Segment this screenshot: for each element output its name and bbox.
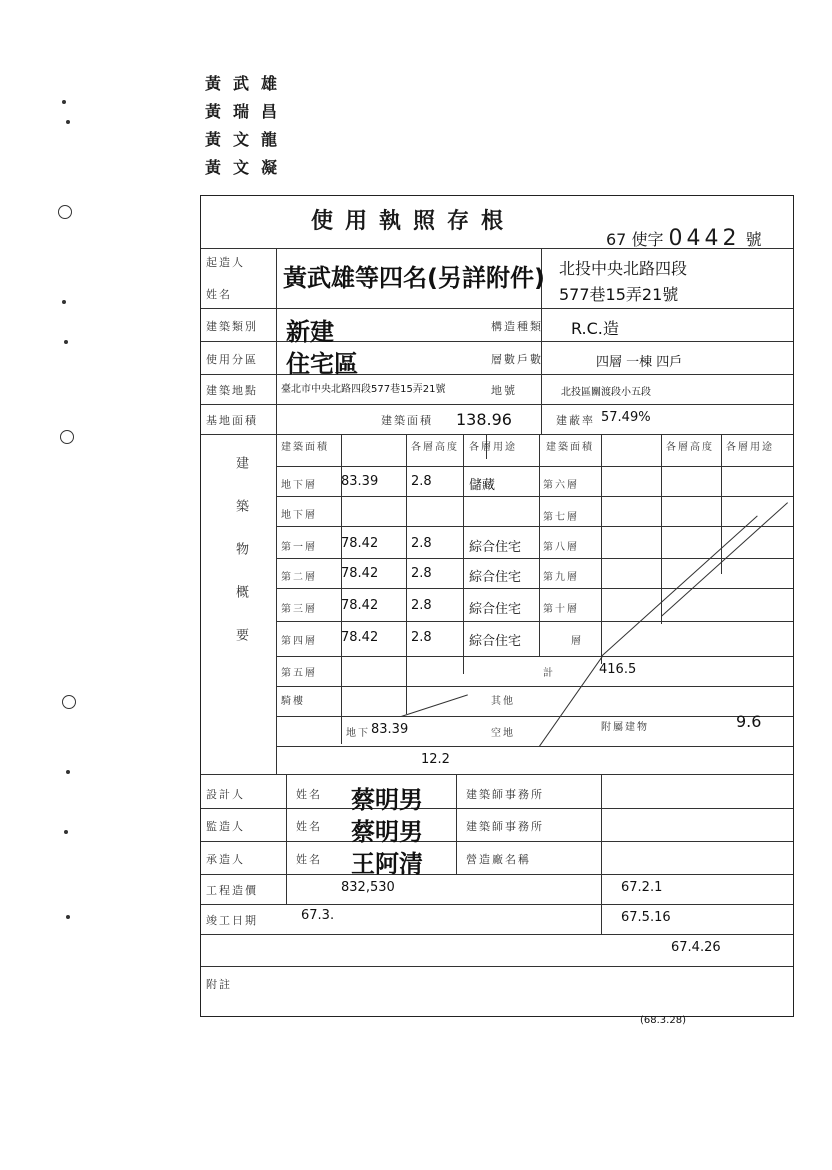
structure-label: 構造種類 <box>491 320 543 333</box>
total-area: 416.5 <box>599 662 637 677</box>
floor-use: 綜合住宅 <box>469 540 522 555</box>
site-location-value: 臺北市中央北路四段577巷15弄21號 <box>281 384 446 395</box>
lot-label: 地號 <box>491 384 517 397</box>
zone-label: 使用分區 <box>206 353 258 366</box>
floor-name-right: 第六層 <box>543 480 579 491</box>
floor-name: 第四層 <box>281 636 317 647</box>
structure-value: R.C.造 <box>571 319 619 338</box>
build-type-value: 新建 <box>286 318 334 346</box>
margin-mark <box>62 300 66 304</box>
floor-height: 2.8 <box>411 630 432 645</box>
completion-date-2: 67.5.16 <box>621 910 671 925</box>
license-stub-form <box>200 195 794 1017</box>
designer-name: 蔡明男 <box>351 786 423 814</box>
floor-col-header: 各層高度 <box>666 442 714 453</box>
floor-area: 78.42 <box>341 598 379 613</box>
address-line-1: 北投中央北路四段 <box>559 259 688 278</box>
margin-mark <box>66 915 70 919</box>
floor-name-right: 第八層 <box>543 542 579 553</box>
underground-label: 地下 <box>346 728 370 739</box>
date-stamp: (68.3.28) <box>640 1015 686 1026</box>
hole-punch <box>62 695 76 709</box>
floor-name-right: 第七層 <box>543 512 579 523</box>
floor-name: 第一層 <box>281 542 317 553</box>
floor-area: 78.42 <box>341 630 379 645</box>
margin-mark <box>66 120 70 124</box>
floor-use: 綜合住宅 <box>469 570 522 585</box>
floors-value: 四層 一棟 四戶 <box>596 355 683 370</box>
site-location-label: 建築地點 <box>206 384 258 397</box>
contractor-label: 承造人 <box>206 853 245 866</box>
underground-area: 83.39 <box>371 722 409 737</box>
yard-label: 空地 <box>491 728 515 739</box>
address-line-2: 577巷15弄21號 <box>559 285 679 304</box>
floor-col-header: 各層用途 <box>469 442 517 453</box>
margin-mark <box>62 100 66 104</box>
floor-name: 第二層 <box>281 572 317 583</box>
floor-name-right: 第九層 <box>543 572 579 583</box>
owner-list <box>205 70 315 182</box>
site-area-value: 138.96 <box>456 410 512 429</box>
license-number-suffix: 號 <box>745 230 762 249</box>
completion-date: 67.3. <box>301 908 335 923</box>
margin-mark <box>64 830 68 834</box>
builder-name: 黃武雄等四名(另詳附件) <box>283 264 545 292</box>
margin-mark <box>64 340 68 344</box>
builder-label: 起造人 <box>206 256 245 269</box>
designer-office-label: 建築師事務所 <box>466 820 544 833</box>
floor-height: 2.8 <box>411 566 432 581</box>
floor-name-right: 層 <box>571 636 583 647</box>
form-title: 使用執照存根 <box>311 208 516 234</box>
owner-name: 黃瑞昌 <box>205 102 290 121</box>
floor-height: 2.8 <box>411 536 432 551</box>
height-value: 12.2 <box>421 752 450 767</box>
zone-value: 住宅區 <box>286 350 358 378</box>
floor-name: 地下層 <box>281 480 317 491</box>
start-date: 67.2.1 <box>621 880 663 895</box>
hole-punch <box>58 205 72 219</box>
floor-col-header: 建築面積 <box>546 442 594 453</box>
building-area-label: 建築面積 <box>381 414 433 427</box>
floor-area: 78.42 <box>341 566 379 581</box>
contractor-name: 王阿清 <box>351 850 423 878</box>
designer-label: 設計人 <box>206 788 245 801</box>
floor-name: 地下層 <box>281 510 317 521</box>
lot-value: 北投區關渡段小五段 <box>561 387 651 398</box>
floor-name: 第三層 <box>281 604 317 615</box>
cost-value: 832,530 <box>341 880 395 895</box>
margin-mark <box>66 770 70 774</box>
floor-use: 綜合住宅 <box>469 634 522 649</box>
coverage-value: 57.49% <box>601 410 651 425</box>
issue-date: 67.4.26 <box>671 940 721 955</box>
site-area-label: 基地面積 <box>206 414 258 427</box>
floor-col-header: 各層用途 <box>726 442 774 453</box>
floor-name: 第五層 <box>281 668 317 679</box>
road-label: 騎樓 <box>281 696 305 707</box>
spare-label: 其他 <box>491 696 515 707</box>
name-label: 姓名 <box>296 788 322 801</box>
name-label: 姓名 <box>296 820 322 833</box>
misc-label: 附屬建物 <box>601 722 649 733</box>
license-number-value: 0442 <box>668 226 741 251</box>
total-label: 計 <box>543 668 555 679</box>
build-type-label: 建築類別 <box>206 320 258 333</box>
cost-label: 工程造價 <box>206 884 258 897</box>
floor-area: 83.39 <box>341 474 379 489</box>
floor-name-right: 第十層 <box>543 604 579 615</box>
supervisor-name: 蔡明男 <box>351 818 423 846</box>
floor-height: 2.8 <box>411 474 432 489</box>
owner-name: 黃文凝 <box>205 158 290 177</box>
owner-name: 黃文龍 <box>205 130 290 149</box>
floor-col-header: 各層高度 <box>411 442 459 453</box>
floor-use: 儲藏 <box>469 478 496 493</box>
coverage-label: 建蔽率 <box>556 414 595 427</box>
owner-name: 黃武雄 <box>205 74 290 93</box>
floor-height: 2.8 <box>411 598 432 613</box>
contractor-company-label: 營造廠名稱 <box>466 853 531 866</box>
misc-value: 9.6 <box>736 712 762 731</box>
floor-col-header: 建築面積 <box>281 442 329 453</box>
remarks-label: 附註 <box>206 978 232 991</box>
hole-punch <box>60 430 74 444</box>
designer-office-label: 建築師事務所 <box>466 788 544 801</box>
side-label: 建築物概要 <box>233 456 248 671</box>
name-label: 姓名 <box>296 853 322 866</box>
name-label: 姓名 <box>206 288 232 301</box>
license-number-prefix: 67 使字 <box>606 230 664 249</box>
supervisor-label: 監造人 <box>206 820 245 833</box>
floor-area: 78.42 <box>341 536 379 551</box>
floors-label: 層數戶數 <box>491 353 543 366</box>
floor-use: 綜合住宅 <box>469 602 522 617</box>
completion-label: 竣工日期 <box>206 914 258 927</box>
